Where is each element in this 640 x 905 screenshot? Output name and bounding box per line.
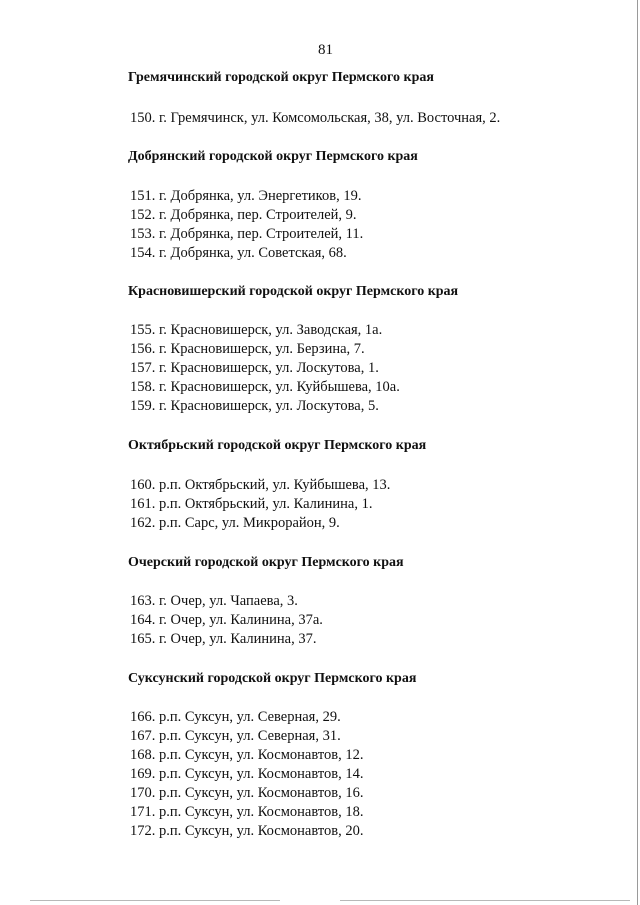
list-item: 163. г. Очер, ул. Чапаева, 3. [130, 593, 298, 609]
scan-edge-bottom-right [340, 900, 630, 901]
scan-edge-right [637, 0, 638, 905]
list-item: 166. р.п. Суксун, ул. Северная, 29. [130, 709, 341, 725]
list-item: 150. г. Гремячинск, ул. Комсомольская, 38, ул. Восточная, 2. [130, 110, 501, 126]
list-item: 162. р.п. Сарс, ул. Микрорайон, 9. [130, 515, 340, 531]
list-item: 169. р.п. Суксун, ул. Космонавтов, 14. [130, 766, 364, 782]
page-number: 81 [318, 42, 333, 58]
list-item: 151. г. Добрянка, ул. Энергетиков, 19. [130, 188, 362, 204]
list-item: 165. г. Очер, ул. Калинина, 37. [130, 631, 317, 647]
list-item: 152. г. Добрянка, пер. Строителей, 9. [130, 207, 357, 223]
section-title: Очерский городской округ Пермского края [128, 555, 404, 570]
list-item: 160. р.п. Октябрьский, ул. Куйбышева, 13. [130, 477, 391, 493]
list-item: 159. г. Красновишерск, ул. Лоскутова, 5. [130, 398, 379, 414]
list-item: 156. г. Красновишерск, ул. Берзина, 7. [130, 341, 365, 357]
list-item: 153. г. Добрянка, пер. Строителей, 11. [130, 226, 364, 242]
section-title: Суксунский городской округ Пермского края [128, 671, 417, 686]
section-title: Красновишерский городской округ Пермского края [128, 284, 459, 299]
list-item: 161. р.п. Октябрьский, ул. Калинина, 1. [130, 496, 373, 512]
list-item: 155. г. Красновишерск, ул. Заводская, 1а. [130, 322, 383, 338]
list-item: 157. г. Красновишерск, ул. Лоскутова, 1. [130, 360, 379, 376]
list-item: 170. р.п. Суксун, ул. Космонавтов, 16. [130, 785, 364, 801]
list-item: 172. р.п. Суксун, ул. Космонавтов, 20. [130, 823, 364, 839]
section-title: Добрянский городской округ Пермского края [128, 149, 418, 164]
list-item: 168. р.п. Суксун, ул. Космонавтов, 12. [130, 747, 364, 763]
list-item: 167. р.п. Суксун, ул. Северная, 31. [130, 728, 341, 744]
list-item: 164. г. Очер, ул. Калинина, 37а. [130, 612, 323, 628]
scan-edge-bottom-left [30, 900, 280, 901]
section-title: Гремячинский городской округ Пермского края [128, 70, 434, 85]
list-item: 154. г. Добрянка, ул. Советская, 68. [130, 245, 347, 261]
section-title: Октябрьский городской округ Пермского края [128, 438, 427, 453]
list-item: 158. г. Красновишерск, ул. Куйбышева, 10а. [130, 379, 400, 395]
list-item: 171. р.п. Суксун, ул. Космонавтов, 18. [130, 804, 364, 820]
